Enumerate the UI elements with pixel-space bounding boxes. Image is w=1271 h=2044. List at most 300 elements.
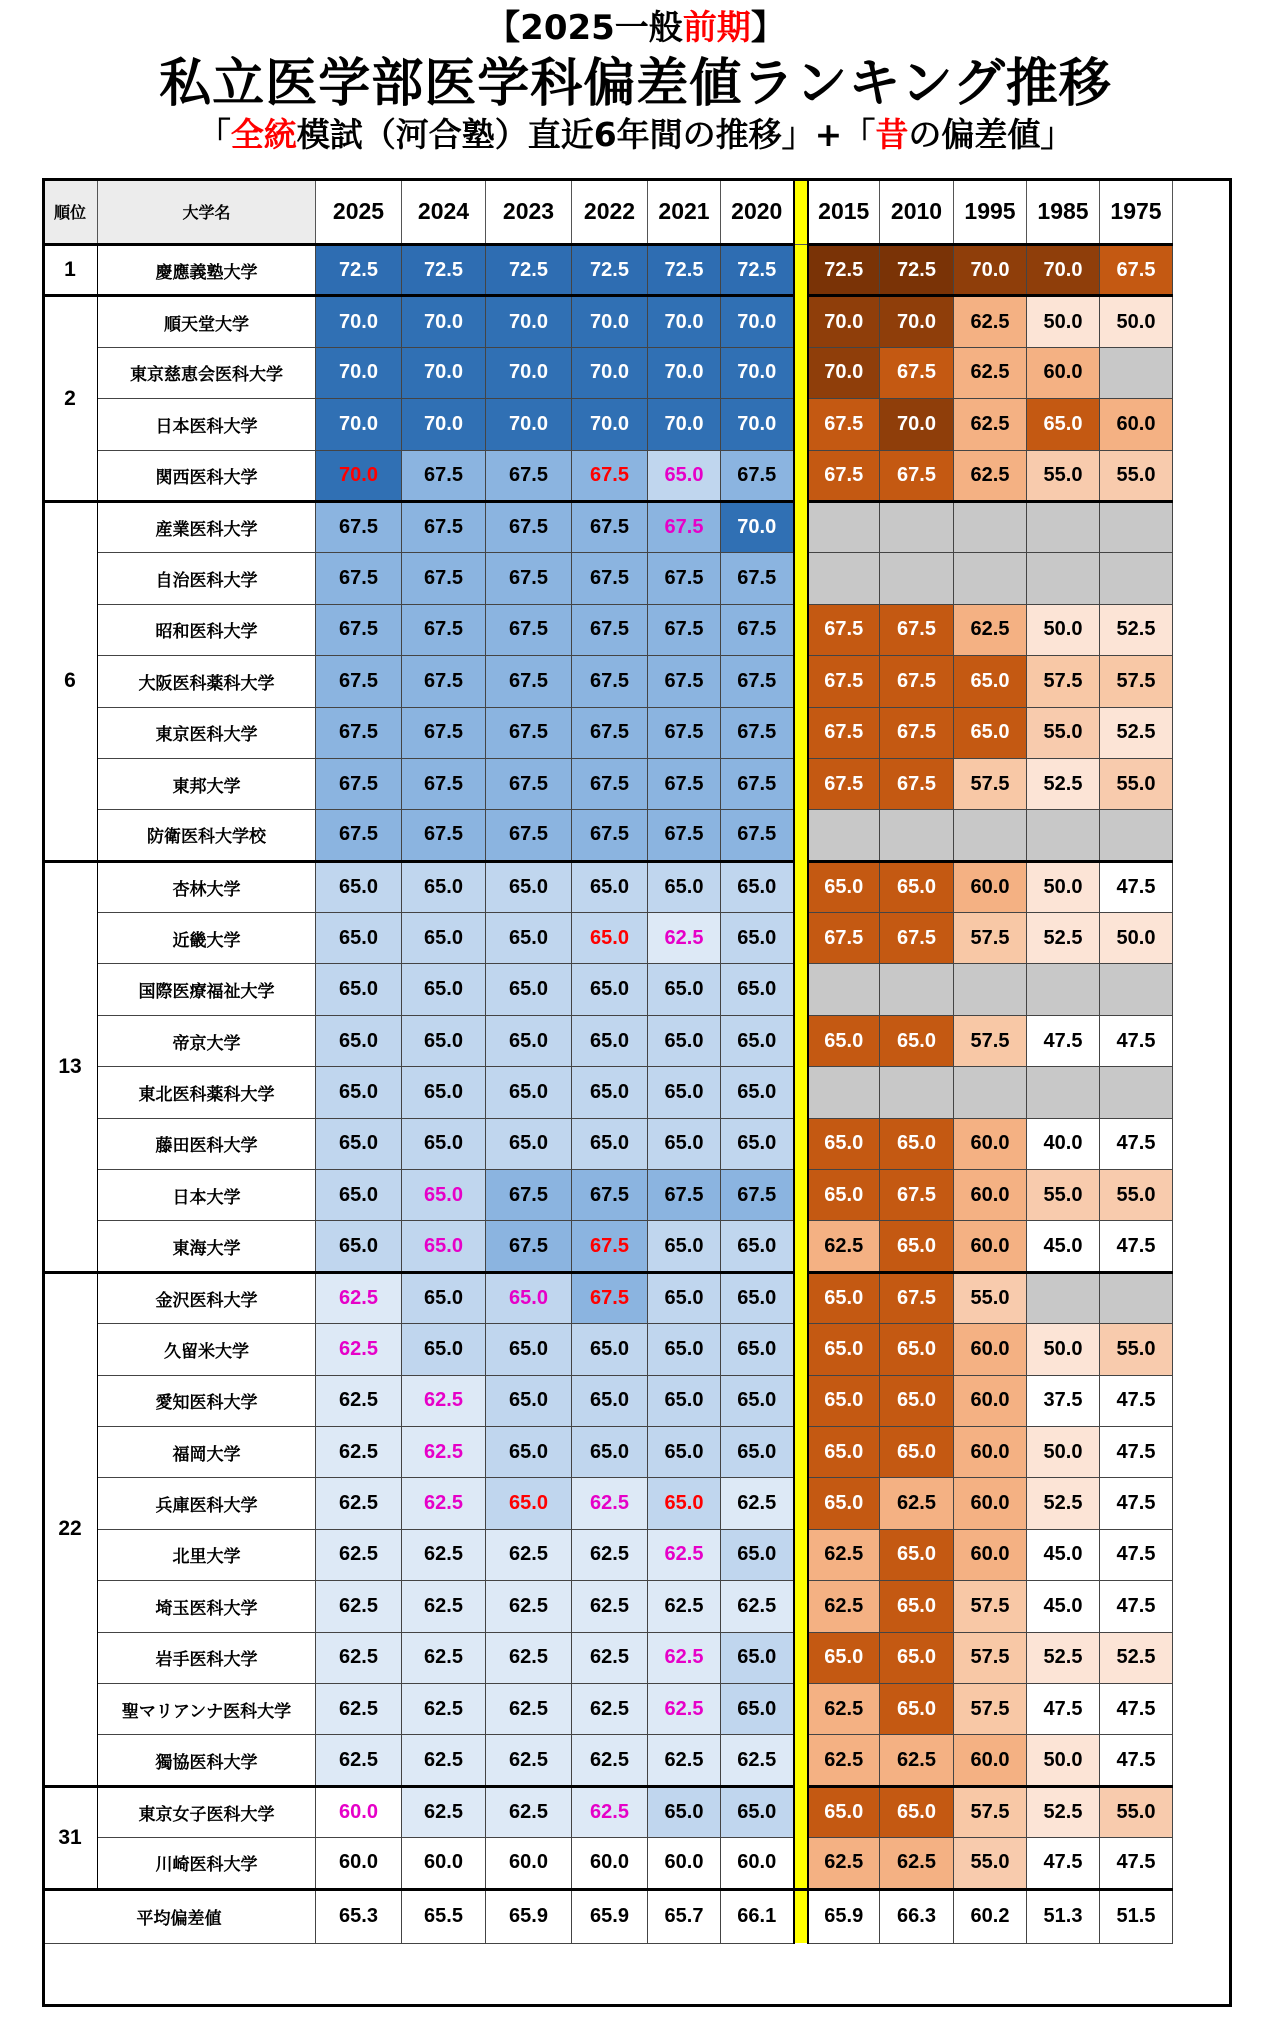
recent-value-cell: 65.0 <box>721 1683 794 1734</box>
old-value-cell: 67.5 <box>808 913 880 964</box>
rank-cell: 13 <box>43 861 98 1272</box>
recent-value-cell: 67.5 <box>648 707 721 758</box>
header-year-old: 2010 <box>880 179 954 245</box>
old-value-cell: 65.0 <box>808 1272 880 1323</box>
yellow-separator <box>794 1067 808 1118</box>
average-old-value: 66.3 <box>880 1889 954 1943</box>
recent-value-cell: 65.0 <box>648 450 721 501</box>
recent-value-cell: 72.5 <box>486 245 572 296</box>
recent-value-cell: 62.5 <box>572 1632 648 1683</box>
recent-value-cell: 60.0 <box>402 1838 486 1889</box>
old-value-cell: 45.0 <box>1027 1529 1100 1580</box>
old-value-cell: 45.0 <box>1027 1581 1100 1632</box>
old-value-cell: 50.0 <box>1027 1324 1100 1375</box>
yellow-separator <box>794 1375 808 1426</box>
recent-value-cell: 70.0 <box>648 347 721 398</box>
university-name: 藤田医科大学 <box>98 1118 316 1169</box>
recent-value-cell: 65.0 <box>486 1015 572 1066</box>
header-year-recent: 2024 <box>402 179 486 245</box>
recent-value-cell: 70.0 <box>486 399 572 450</box>
old-value-cell: 50.0 <box>1100 296 1173 347</box>
recent-value-cell: 65.0 <box>486 964 572 1015</box>
recent-value-cell: 67.5 <box>486 450 572 501</box>
old-value-cell: 60.0 <box>954 861 1027 912</box>
old-value-cell: 65.0 <box>808 1375 880 1426</box>
recent-value-cell: 67.5 <box>486 656 572 707</box>
recent-value-cell: 62.5 <box>402 1426 486 1477</box>
old-value-cell: 60.0 <box>954 1529 1027 1580</box>
recent-value-cell: 62.5 <box>316 1529 402 1580</box>
old-value-cell: 67.5 <box>808 758 880 809</box>
recent-value-cell: 65.0 <box>721 964 794 1015</box>
old-value-cell: 47.5 <box>1100 1529 1173 1580</box>
old-value-cell: 52.5 <box>1100 1632 1173 1683</box>
old-value-cell: 67.5 <box>880 758 954 809</box>
recent-value-cell: 60.0 <box>572 1838 648 1889</box>
recent-value-cell: 72.5 <box>316 245 402 296</box>
recent-value-cell: 60.0 <box>316 1786 402 1837</box>
header-year-recent: 2020 <box>721 179 794 245</box>
old-value-cell: 62.5 <box>808 1221 880 1272</box>
rank-cell: 6 <box>43 501 98 861</box>
yellow-separator <box>794 399 808 450</box>
recent-value-cell: 65.0 <box>572 1015 648 1066</box>
yellow-separator <box>794 1426 808 1477</box>
university-name: 福岡大学 <box>98 1426 316 1477</box>
university-name: 東海大学 <box>98 1221 316 1272</box>
yellow-separator <box>794 1581 808 1632</box>
recent-value-cell: 62.5 <box>402 1478 486 1529</box>
recent-value-cell: 62.5 <box>486 1529 572 1580</box>
table-row <box>43 604 1173 655</box>
university-name: 愛知医科大学 <box>98 1375 316 1426</box>
recent-value-cell: 67.5 <box>648 1170 721 1221</box>
recent-value-cell: 65.0 <box>316 1118 402 1169</box>
recent-value-cell: 72.5 <box>721 245 794 296</box>
recent-value-cell: 65.0 <box>648 861 721 912</box>
recent-value-cell: 67.5 <box>402 553 486 604</box>
old-value-cell: 70.0 <box>954 245 1027 296</box>
recent-value-cell: 70.0 <box>316 450 402 501</box>
old-value-cell: 65.0 <box>880 861 954 912</box>
old-value-cell: 57.5 <box>1027 656 1100 707</box>
recent-value-cell: 67.5 <box>402 450 486 501</box>
old-value-cell: 52.5 <box>1100 707 1173 758</box>
old-value-cell: 62.5 <box>880 1838 954 1889</box>
recent-value-cell: 65.0 <box>648 1221 721 1272</box>
average-label: 平均偏差値 <box>43 1889 316 1943</box>
header-name: 大学名 <box>98 179 316 245</box>
header-rank: 順位 <box>43 179 98 245</box>
old-value-cell: 47.5 <box>1100 1581 1173 1632</box>
recent-value-cell: 70.0 <box>721 347 794 398</box>
table-row <box>43 810 1173 861</box>
recent-value-cell: 65.0 <box>486 1478 572 1529</box>
recent-value-cell: 70.0 <box>402 296 486 347</box>
old-value-cell: 50.0 <box>1100 913 1173 964</box>
yellow-separator <box>794 1478 808 1529</box>
recent-value-cell: 62.5 <box>316 1683 402 1734</box>
recent-value-cell: 62.5 <box>648 1683 721 1734</box>
old-value-cell: 60.0 <box>954 1478 1027 1529</box>
old-value-cell: 65.0 <box>808 1324 880 1375</box>
table-row <box>43 758 1173 809</box>
no-data-cell <box>954 810 1027 861</box>
yellow-separator <box>794 1786 808 1837</box>
recent-value-cell: 62.5 <box>721 1735 794 1786</box>
old-value-cell: 57.5 <box>954 1632 1027 1683</box>
old-value-cell: 70.0 <box>880 399 954 450</box>
recent-value-cell: 67.5 <box>721 758 794 809</box>
old-value-cell: 57.5 <box>954 913 1027 964</box>
recent-value-cell: 65.0 <box>486 1272 572 1323</box>
yellow-separator <box>794 179 808 245</box>
table-row <box>43 1015 1173 1066</box>
table-row <box>43 1118 1173 1169</box>
no-data-cell <box>1100 964 1173 1015</box>
recent-value-cell: 65.0 <box>648 1272 721 1323</box>
recent-value-cell: 62.5 <box>316 1375 402 1426</box>
yellow-separator <box>794 1221 808 1272</box>
university-name: 大阪医科薬科大学 <box>98 656 316 707</box>
yellow-separator <box>794 758 808 809</box>
university-name: 埼玉医科大学 <box>98 1581 316 1632</box>
header-year-old: 2015 <box>808 179 880 245</box>
recent-value-cell: 65.0 <box>486 1426 572 1477</box>
subtitle <box>0 112 1271 158</box>
old-value-cell: 50.0 <box>1027 1426 1100 1477</box>
table-row <box>43 1272 1173 1323</box>
university-name: 久留米大学 <box>98 1324 316 1375</box>
no-data-cell <box>808 810 880 861</box>
yellow-separator <box>794 913 808 964</box>
old-value-cell: 52.5 <box>1100 604 1173 655</box>
yellow-separator <box>794 245 808 296</box>
yellow-separator <box>794 1272 808 1323</box>
old-value-cell: 67.5 <box>808 604 880 655</box>
old-value-cell: 65.0 <box>880 1786 954 1837</box>
table-row <box>43 245 1173 296</box>
recent-value-cell: 62.5 <box>402 1529 486 1580</box>
no-data-cell <box>954 1067 1027 1118</box>
old-value-cell: 52.5 <box>1027 1632 1100 1683</box>
yellow-separator <box>794 1015 808 1066</box>
recent-value-cell: 65.0 <box>316 861 402 912</box>
recent-value-cell: 65.0 <box>648 1786 721 1837</box>
table-row <box>43 296 1173 347</box>
university-name: 聖マリアンナ医科大学 <box>98 1683 316 1734</box>
recent-value-cell: 67.5 <box>316 501 402 552</box>
old-value-cell: 67.5 <box>880 913 954 964</box>
header-year-recent: 2022 <box>572 179 648 245</box>
no-data-cell <box>880 553 954 604</box>
old-value-cell: 67.5 <box>880 450 954 501</box>
old-value-cell: 47.5 <box>1100 1478 1173 1529</box>
yellow-separator <box>794 1529 808 1580</box>
recent-value-cell: 62.5 <box>316 1632 402 1683</box>
yellow-separator <box>794 450 808 501</box>
old-value-cell: 65.0 <box>808 1786 880 1837</box>
old-value-cell: 72.5 <box>880 245 954 296</box>
recent-value-cell: 62.5 <box>316 1478 402 1529</box>
recent-value-cell: 65.0 <box>721 1015 794 1066</box>
no-data-cell <box>1027 553 1100 604</box>
old-value-cell: 62.5 <box>954 296 1027 347</box>
recent-value-cell: 67.5 <box>721 707 794 758</box>
table-row <box>43 1683 1173 1734</box>
recent-value-cell: 62.5 <box>572 1478 648 1529</box>
old-value-cell: 57.5 <box>954 1015 1027 1066</box>
no-data-cell <box>1027 1272 1100 1323</box>
table-row <box>43 1529 1173 1580</box>
recent-value-cell: 65.0 <box>486 1324 572 1375</box>
recent-value-cell: 67.5 <box>486 810 572 861</box>
table-row <box>43 399 1173 450</box>
old-value-cell: 52.5 <box>1027 758 1100 809</box>
recent-value-cell: 70.0 <box>648 296 721 347</box>
old-value-cell: 65.0 <box>954 656 1027 707</box>
recent-value-cell: 65.0 <box>402 1324 486 1375</box>
old-value-cell: 50.0 <box>1027 1735 1100 1786</box>
old-value-cell: 37.5 <box>1027 1375 1100 1426</box>
no-data-cell <box>1027 810 1100 861</box>
recent-value-cell: 60.0 <box>721 1838 794 1889</box>
old-value-cell: 62.5 <box>808 1529 880 1580</box>
recent-value-cell: 62.5 <box>648 1529 721 1580</box>
recent-value-cell: 65.0 <box>572 964 648 1015</box>
recent-value-cell: 65.0 <box>721 1375 794 1426</box>
university-name: 近畿大学 <box>98 913 316 964</box>
old-value-cell: 55.0 <box>1100 1170 1173 1221</box>
university-name: 獨協医科大学 <box>98 1735 316 1786</box>
old-value-cell: 55.0 <box>1027 450 1100 501</box>
recent-value-cell: 67.5 <box>572 707 648 758</box>
old-value-cell: 52.5 <box>1027 913 1100 964</box>
header-year-recent: 2021 <box>648 179 721 245</box>
recent-value-cell: 62.5 <box>572 1581 648 1632</box>
recent-value-cell: 67.5 <box>402 656 486 707</box>
recent-value-cell: 62.5 <box>316 1272 402 1323</box>
recent-value-cell: 67.5 <box>721 553 794 604</box>
old-value-cell: 60.0 <box>954 1426 1027 1477</box>
title-accent-zenki: 前期 <box>682 8 751 48</box>
old-value-cell: 65.0 <box>808 1426 880 1477</box>
yellow-separator <box>794 296 808 347</box>
yellow-separator <box>794 861 808 912</box>
recent-value-cell: 65.0 <box>648 1067 721 1118</box>
table-row <box>43 1786 1173 1837</box>
no-data-cell <box>1027 1067 1100 1118</box>
no-data-cell <box>880 1067 954 1118</box>
recent-value-cell: 67.5 <box>648 656 721 707</box>
recent-value-cell: 62.5 <box>402 1632 486 1683</box>
no-data-cell <box>808 1067 880 1118</box>
old-value-cell: 65.0 <box>880 1529 954 1580</box>
recent-value-cell: 62.5 <box>648 913 721 964</box>
header-year-recent: 2025 <box>316 179 402 245</box>
recent-value-cell: 67.5 <box>572 553 648 604</box>
average-recent-value: 65.7 <box>648 1889 721 1943</box>
subtitle-part-e: の偏差値」 <box>908 115 1074 154</box>
recent-value-cell: 60.0 <box>648 1838 721 1889</box>
recent-value-cell: 67.5 <box>402 758 486 809</box>
old-value-cell: 55.0 <box>1027 1170 1100 1221</box>
recent-value-cell: 67.5 <box>486 1221 572 1272</box>
old-value-cell: 60.0 <box>954 1375 1027 1426</box>
recent-value-cell: 62.5 <box>648 1581 721 1632</box>
yellow-separator <box>794 1118 808 1169</box>
recent-value-cell: 70.0 <box>721 501 794 552</box>
recent-value-cell: 62.5 <box>402 1786 486 1837</box>
rank-cell: 2 <box>43 296 98 502</box>
yellow-separator <box>794 1170 808 1221</box>
table-row <box>43 1581 1173 1632</box>
old-value-cell: 57.5 <box>954 1786 1027 1837</box>
table-row <box>43 1324 1173 1375</box>
recent-value-cell: 62.5 <box>402 1683 486 1734</box>
table-row <box>43 1067 1173 1118</box>
recent-value-cell: 70.0 <box>486 347 572 398</box>
recent-value-cell: 65.0 <box>402 1272 486 1323</box>
old-value-cell: 67.5 <box>808 450 880 501</box>
recent-value-cell: 60.0 <box>316 1838 402 1889</box>
table-row <box>43 1426 1173 1477</box>
recent-value-cell: 67.5 <box>402 810 486 861</box>
old-value-cell: 40.0 <box>1027 1118 1100 1169</box>
old-value-cell: 55.0 <box>1100 1324 1173 1375</box>
recent-value-cell: 67.5 <box>572 501 648 552</box>
university-name: 日本医科大学 <box>98 399 316 450</box>
old-value-cell: 47.5 <box>1100 1735 1173 1786</box>
recent-value-cell: 67.5 <box>648 810 721 861</box>
old-value-cell: 65.0 <box>880 1581 954 1632</box>
average-old-value: 65.9 <box>808 1889 880 1943</box>
recent-value-cell: 65.0 <box>648 1375 721 1426</box>
recent-value-cell: 65.0 <box>316 1067 402 1118</box>
old-value-cell: 62.5 <box>808 1683 880 1734</box>
recent-value-cell: 65.0 <box>316 1170 402 1221</box>
university-name: 日本大学 <box>98 1170 316 1221</box>
recent-value-cell: 67.5 <box>648 758 721 809</box>
recent-value-cell: 65.0 <box>402 1118 486 1169</box>
university-name: 杏林大学 <box>98 861 316 912</box>
university-name: 帝京大学 <box>98 1015 316 1066</box>
recent-value-cell: 62.5 <box>572 1683 648 1734</box>
old-value-cell: 47.5 <box>1027 1015 1100 1066</box>
old-value-cell: 47.5 <box>1100 1015 1173 1066</box>
recent-value-cell: 65.0 <box>648 1324 721 1375</box>
no-data-cell <box>1100 1272 1173 1323</box>
university-name: 北里大学 <box>98 1529 316 1580</box>
no-data-cell <box>1100 553 1173 604</box>
recent-value-cell: 65.0 <box>402 964 486 1015</box>
old-value-cell: 72.5 <box>808 245 880 296</box>
average-recent-value: 66.1 <box>721 1889 794 1943</box>
recent-value-cell: 72.5 <box>402 245 486 296</box>
old-value-cell: 50.0 <box>1027 296 1100 347</box>
yellow-separator <box>794 1632 808 1683</box>
header-year-old: 1985 <box>1027 179 1100 245</box>
old-value-cell: 67.5 <box>880 1170 954 1221</box>
old-value-cell: 60.0 <box>954 1324 1027 1375</box>
old-value-cell: 50.0 <box>1027 604 1100 655</box>
title-year: 【2025一般 <box>486 8 683 48</box>
table-row <box>43 501 1173 552</box>
yellow-separator <box>794 553 808 604</box>
recent-value-cell: 65.0 <box>572 861 648 912</box>
recent-value-cell: 65.0 <box>316 964 402 1015</box>
recent-value-cell: 62.5 <box>486 1735 572 1786</box>
recent-value-cell: 70.0 <box>721 296 794 347</box>
recent-value-cell: 67.5 <box>721 450 794 501</box>
university-name: 兵庫医科大学 <box>98 1478 316 1529</box>
recent-value-cell: 67.5 <box>721 604 794 655</box>
recent-value-cell: 62.5 <box>486 1581 572 1632</box>
yellow-separator <box>794 1683 808 1734</box>
yellow-separator <box>794 964 808 1015</box>
no-data-cell <box>1027 501 1100 552</box>
recent-value-cell: 67.5 <box>572 1272 648 1323</box>
old-value-cell: 60.0 <box>1100 399 1173 450</box>
old-value-cell: 62.5 <box>808 1581 880 1632</box>
old-value-cell: 65.0 <box>880 1324 954 1375</box>
recent-value-cell: 65.0 <box>721 1324 794 1375</box>
recent-value-cell: 65.0 <box>572 913 648 964</box>
old-value-cell: 67.5 <box>808 399 880 450</box>
recent-value-cell: 67.5 <box>721 1170 794 1221</box>
university-name: 東京医科大学 <box>98 707 316 758</box>
recent-value-cell: 67.5 <box>721 656 794 707</box>
page-title: 私立医学部医学科偏差値ランキング推移 <box>159 54 1112 114</box>
rank-cell: 31 <box>43 1786 98 1889</box>
average-old-value: 60.2 <box>954 1889 1027 1943</box>
recent-value-cell: 65.0 <box>721 1426 794 1477</box>
recent-value-cell: 65.0 <box>721 1221 794 1272</box>
recent-value-cell: 67.5 <box>316 656 402 707</box>
table-row <box>43 553 1173 604</box>
old-value-cell: 67.5 <box>808 656 880 707</box>
old-value-cell: 57.5 <box>1100 656 1173 707</box>
recent-value-cell: 65.0 <box>721 1529 794 1580</box>
header-row <box>43 179 1173 245</box>
recent-value-cell: 70.0 <box>486 296 572 347</box>
old-value-cell: 47.5 <box>1100 1221 1173 1272</box>
university-name: 防衛医科大学校 <box>98 810 316 861</box>
recent-value-cell: 65.0 <box>486 1375 572 1426</box>
recent-value-cell: 70.0 <box>402 347 486 398</box>
subtitle-part-c: 模試（河合塾）直近6年間の推移」+「 <box>296 115 876 154</box>
old-value-cell: 70.0 <box>808 347 880 398</box>
old-value-cell: 57.5 <box>954 1581 1027 1632</box>
table-row <box>43 656 1173 707</box>
recent-value-cell: 62.5 <box>648 1632 721 1683</box>
old-value-cell: 62.5 <box>808 1838 880 1889</box>
old-value-cell: 65.0 <box>954 707 1027 758</box>
recent-value-cell: 72.5 <box>572 245 648 296</box>
no-data-cell <box>880 501 954 552</box>
old-value-cell: 62.5 <box>954 604 1027 655</box>
recent-value-cell: 70.0 <box>402 399 486 450</box>
table-row <box>43 1632 1173 1683</box>
old-value-cell: 70.0 <box>880 296 954 347</box>
university-name: 東京女子医科大学 <box>98 1786 316 1837</box>
recent-value-cell: 65.0 <box>572 1118 648 1169</box>
old-value-cell: 60.0 <box>954 1170 1027 1221</box>
recent-value-cell: 65.0 <box>648 1015 721 1066</box>
recent-value-cell: 65.0 <box>648 1426 721 1477</box>
average-old-value: 51.5 <box>1100 1889 1173 1943</box>
average-recent-value: 65.3 <box>316 1889 402 1943</box>
